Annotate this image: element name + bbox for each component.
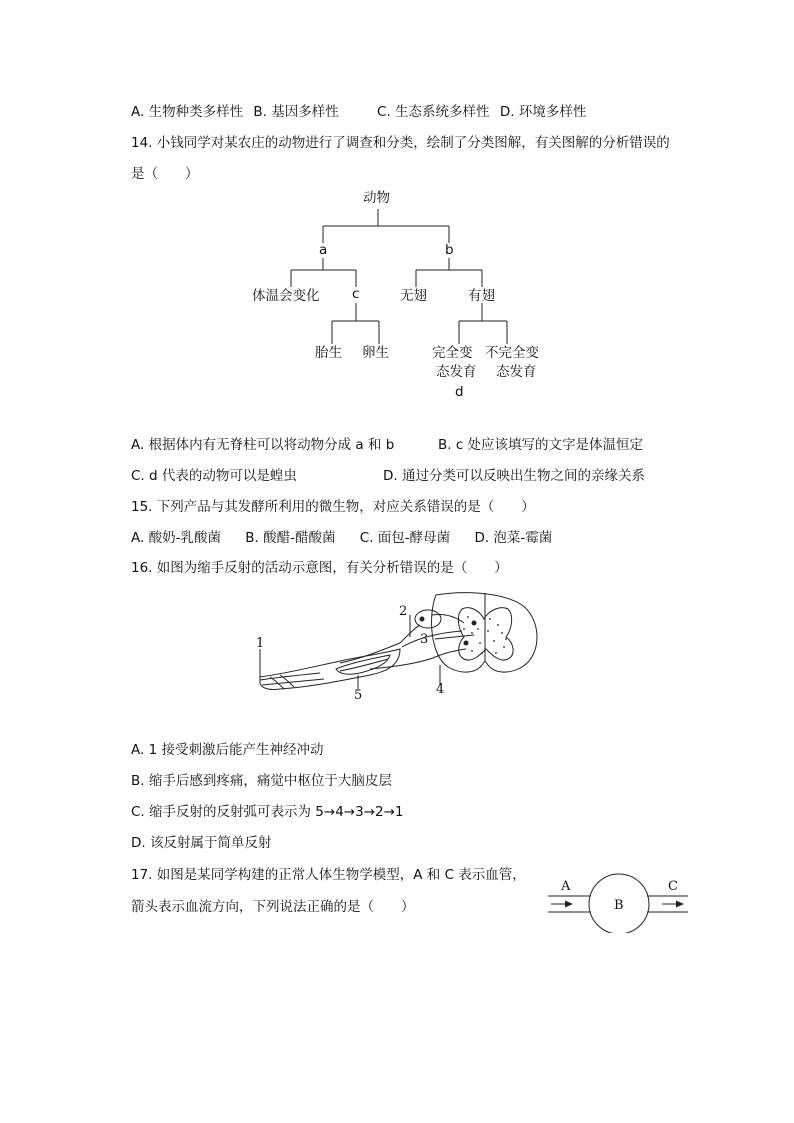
reflex-arc-figure — [250, 585, 550, 710]
figure-label-4: 4 — [436, 682, 445, 697]
q15-option-d: D. 泡菜-霉菌 — [474, 530, 553, 546]
q14-option-b: B. c 处应该填写的文字是体温恒定 — [438, 437, 644, 453]
motor-nerve — [370, 649, 466, 669]
tree-lines — [0, 0, 794, 420]
q15-option-a: A. 酸奶-乳酸菌 — [131, 530, 221, 546]
grey-matter-outline — [458, 608, 513, 660]
q14-option-c: C. d 代表的动物可以是蝗虫 — [131, 468, 297, 484]
tree-node-incomplete-meta-2: 态发育 — [496, 364, 537, 380]
tree-node-winged: 有翅 — [468, 288, 495, 304]
organ-b-label: B — [614, 898, 624, 913]
q15-stem: 15. 下列产品与其发酵所利用的微生物，对应关系错误的是（ ） — [131, 499, 535, 515]
q16-stem: 16. 如图为缩手反射的活动示意图，有关分析错误的是（ ） — [131, 560, 508, 576]
tree-node-incomplete-meta-1: 不完全变 — [485, 345, 539, 361]
vessel-a-label: A — [561, 879, 571, 894]
q14-stem-line2: 是（ ） — [131, 166, 199, 182]
arrow-a-head — [565, 901, 573, 908]
q13-option-c: C. 生态系统多样性 — [377, 104, 490, 120]
figure-label-5: 5 — [354, 688, 363, 703]
vessel-c-label: C — [668, 879, 678, 894]
q14-option-d: D. 通过分类可以反映出生物之间的亲缘关系 — [383, 468, 645, 484]
tree-node-viviparous: 胎生 — [315, 345, 342, 361]
figure-label-1: 1 — [256, 636, 265, 651]
tree-node-oviparous: 卵生 — [362, 345, 389, 361]
tree-node-complete-meta-2: 态发育 — [436, 364, 477, 380]
q17-stem-line1: 17. 如图是某同学构建的正常人体生物学模型，A 和 C 表示血管， — [131, 867, 526, 883]
q17-stem-line2: 箭头表示血流方向，下列说法正确的是（ ） — [131, 899, 415, 915]
q16-option-c: C. 缩手反射的反射弧可表示为 5→4→3→2→1 — [131, 804, 404, 820]
tree-node-wingless: 无翅 — [400, 288, 427, 304]
q14-stem-line1: 14. 小钱同学对某农庄的动物进行了调查和分类，绘制了分类图解，有关图解的分析错误的 — [131, 135, 670, 151]
figure-label-3: 3 — [420, 632, 429, 647]
tree-node-b: b — [445, 242, 454, 258]
q13-option-a: A. 生物种类多样性 — [131, 104, 244, 120]
q15-option-b: B. 酸醋-醋酸菌 — [245, 530, 336, 546]
tree-node-a: a — [319, 242, 328, 258]
tree-root: 动物 — [363, 190, 390, 206]
blood-flow-model — [545, 873, 695, 933]
q16-option-b: B. 缩手后感到疼痛，痛觉中枢位于大脑皮层 — [131, 773, 392, 789]
q13-option-b: B. 基因多样性 — [253, 104, 339, 120]
q14-option-a: A. 根据体内有无脊柱可以将动物分成 a 和 b — [131, 437, 395, 453]
figure-label-2: 2 — [399, 604, 408, 619]
q13-option-d: D. 环境多样性 — [499, 104, 587, 120]
q16-option-a: A. 1 接受刺激后能产生神经冲动 — [131, 742, 324, 758]
q15-options — [131, 528, 552, 548]
tree-node-c: c — [352, 286, 360, 302]
tree-node-complete-meta-1: 完全变 — [432, 345, 473, 361]
classification-tree — [0, 0, 794, 420]
q16-option-d: D. 该反射属于简单反射 — [131, 835, 272, 851]
arrow-c-head — [676, 901, 684, 908]
tree-node-temp-change: 体温会变化 — [252, 288, 320, 304]
q15-option-c: C. 面包-酵母菌 — [359, 530, 451, 546]
tree-node-d: d — [455, 384, 464, 400]
